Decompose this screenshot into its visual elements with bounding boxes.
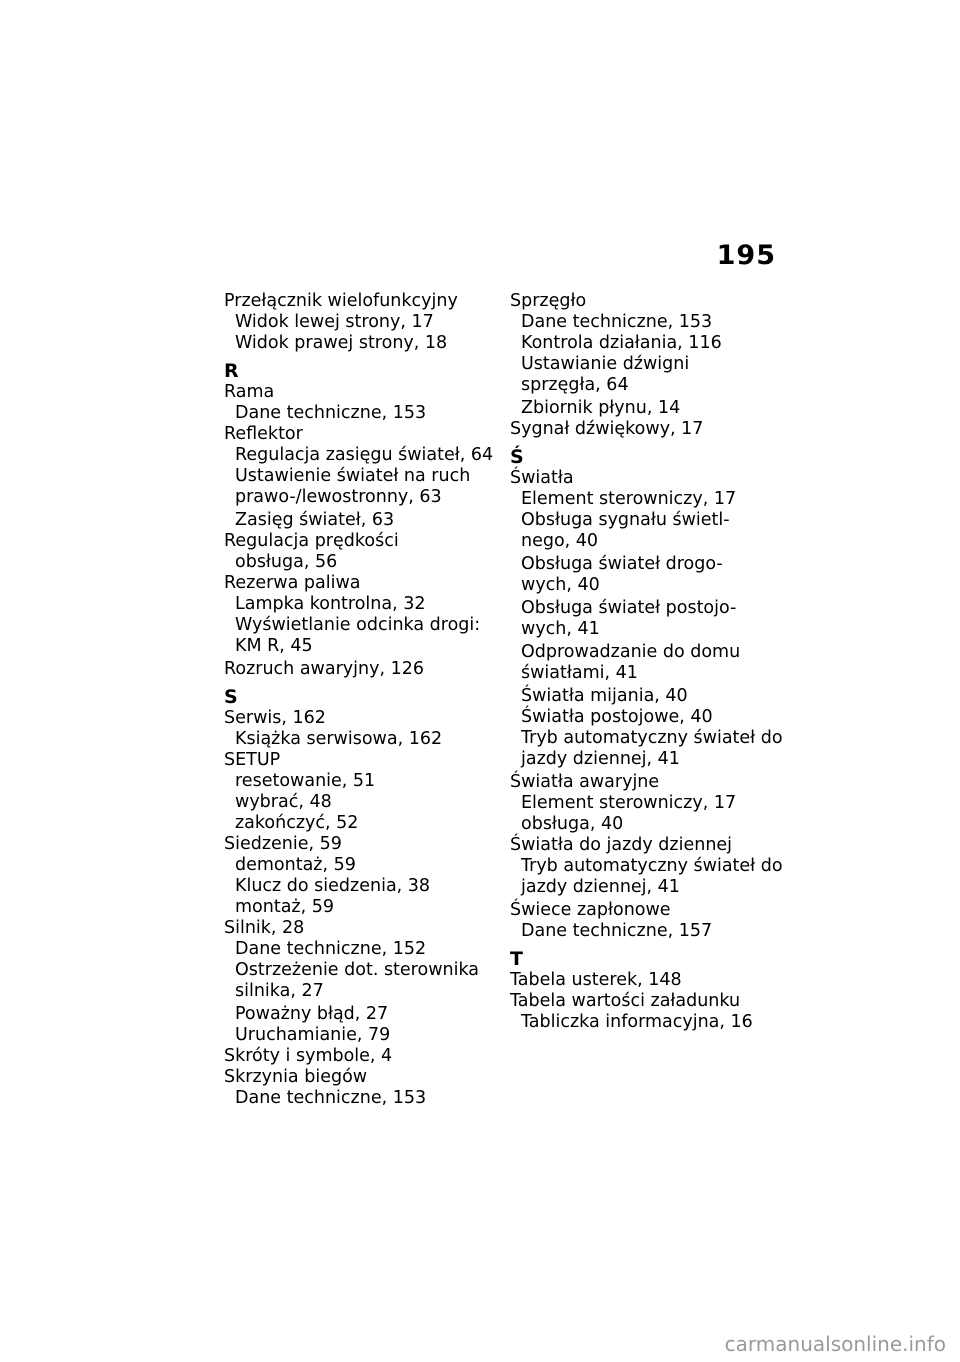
index-subentry: Element sterowniczy, 17 bbox=[521, 793, 737, 813]
index-subentry: Wyświetlanie odcinka drogi: bbox=[235, 615, 481, 635]
index-subentry: Książka serwisowa, 162 bbox=[235, 729, 443, 749]
index-subentry-continuation: wych, 40 bbox=[521, 575, 600, 595]
index-subentry: demontaż, 59 bbox=[235, 855, 356, 875]
index-subentry-continuation: nego, 40 bbox=[521, 531, 599, 551]
index-subentry-continuation: KM R, 45 bbox=[235, 636, 313, 656]
index-subentry: zakończyć, 52 bbox=[235, 813, 359, 833]
index-subentry: Obsługa świateł postojo- bbox=[521, 598, 737, 618]
index-letter-heading: R bbox=[224, 360, 239, 382]
index-subentry: Dane techniczne, 153 bbox=[521, 312, 713, 332]
index-subentry-continuation: silnika, 27 bbox=[235, 981, 324, 1001]
index-subentry: resetowanie, 51 bbox=[235, 771, 376, 791]
index-subentry: Dane techniczne, 157 bbox=[521, 921, 713, 941]
index-subentry: Dane techniczne, 153 bbox=[235, 1088, 427, 1108]
watermark: carmanualsonline.info bbox=[724, 1332, 946, 1356]
index-subentry: Odprowadzanie do domu bbox=[521, 642, 741, 662]
index-entry: Skrzynia biegów bbox=[224, 1067, 368, 1087]
index-subentry-continuation: sprzęgła, 64 bbox=[521, 375, 629, 395]
index-subentry-continuation: prawo-/lewostronny, 63 bbox=[235, 487, 442, 507]
index-subentry: Zasięg świateł, 63 bbox=[235, 510, 395, 530]
index-entry: Rozruch awaryjny, 126 bbox=[224, 659, 424, 679]
index-entry: Tabela wartości załadunku bbox=[510, 991, 741, 1011]
index-entry: Światła do jazdy dziennej bbox=[510, 835, 733, 855]
index-column-left bbox=[224, 290, 494, 1108]
page-number: 195 bbox=[716, 240, 776, 271]
index-subentry-continuation: światłami, 41 bbox=[521, 663, 638, 683]
index-subentry: Tabliczka informacyjna, 16 bbox=[521, 1012, 753, 1032]
index-entry: Reflektor bbox=[224, 424, 303, 444]
index-entry: Rama bbox=[224, 382, 275, 402]
index-letter-heading: T bbox=[510, 948, 523, 970]
index-subentry: Tryb automatyczny świateł do bbox=[521, 856, 783, 876]
index-subentry: wybrać, 48 bbox=[235, 792, 332, 812]
index-subentry: Ustawianie dźwigni bbox=[521, 354, 690, 374]
index-subentry: Widok prawej strony, 18 bbox=[235, 333, 448, 353]
index-subentry-continuation: jazdy dziennej, 41 bbox=[521, 877, 680, 897]
index-subentry: Obsługa świateł drogo- bbox=[521, 554, 723, 574]
index-subentry: Lampka kontrolna, 32 bbox=[235, 594, 426, 614]
index-entry: Regulacja prędkości bbox=[224, 531, 399, 551]
index-column-right bbox=[510, 290, 783, 1032]
index-entry: Serwis, 162 bbox=[224, 708, 326, 728]
index-subentry: Dane techniczne, 153 bbox=[235, 403, 427, 423]
index-subentry: Ustawienie świateł na ruch bbox=[235, 466, 471, 486]
index-subentry: montaż, 59 bbox=[235, 897, 335, 917]
index-entry: Silnik, 28 bbox=[224, 918, 305, 938]
index-subentry: Widok lewej strony, 17 bbox=[235, 312, 434, 332]
index-subentry: Poważny błąd, 27 bbox=[235, 1004, 389, 1024]
index-entry: Sprzęgło bbox=[510, 291, 587, 311]
index-entry: Rezerwa paliwa bbox=[224, 573, 361, 593]
index-entry: Siedzenie, 59 bbox=[224, 834, 342, 854]
index-entry: Światła awaryjne bbox=[510, 772, 660, 792]
index-entry: Sygnał dźwiękowy, 17 bbox=[510, 419, 704, 439]
index-subentry: Światła mijania, 40 bbox=[521, 686, 688, 706]
index-letter-heading: S bbox=[224, 686, 238, 708]
index-subentry-continuation: wych, 41 bbox=[521, 619, 600, 639]
index-entry: Światła bbox=[510, 468, 574, 488]
index-subentry: Element sterowniczy, 17 bbox=[521, 489, 737, 509]
index-entry: Tabela usterek, 148 bbox=[510, 970, 682, 990]
index-entry: Przełącznik wielofunkcyjny bbox=[224, 291, 458, 311]
index-subentry: Obsługa sygnału świetl- bbox=[521, 510, 730, 530]
index-subentry: Uruchamianie, 79 bbox=[235, 1025, 391, 1045]
index-entry: Skróty i symbole, 4 bbox=[224, 1046, 393, 1066]
index-letter-heading: Ś bbox=[510, 446, 524, 468]
index-subentry-continuation: jazdy dziennej, 41 bbox=[521, 749, 680, 769]
index-subentry: Dane techniczne, 152 bbox=[235, 939, 427, 959]
index-entry: SETUP bbox=[224, 750, 281, 770]
index-subentry: Zbiornik płynu, 14 bbox=[521, 398, 681, 418]
index-entry: Świece zapłonowe bbox=[510, 900, 671, 920]
index-subentry: Tryb automatyczny świateł do bbox=[521, 728, 783, 748]
index-subentry: Ostrzeżenie dot. sterownika bbox=[235, 960, 480, 980]
index-subentry: obsługa, 56 bbox=[235, 552, 338, 572]
index-subentry: Klucz do siedzenia, 38 bbox=[235, 876, 431, 896]
index-subentry: Światła postojowe, 40 bbox=[521, 707, 713, 727]
index-subentry: Kontrola działania, 116 bbox=[521, 333, 722, 353]
index-subentry: obsługa, 40 bbox=[521, 814, 624, 834]
index-subentry: Regulacja zasięgu świateł, 64 bbox=[235, 445, 494, 465]
